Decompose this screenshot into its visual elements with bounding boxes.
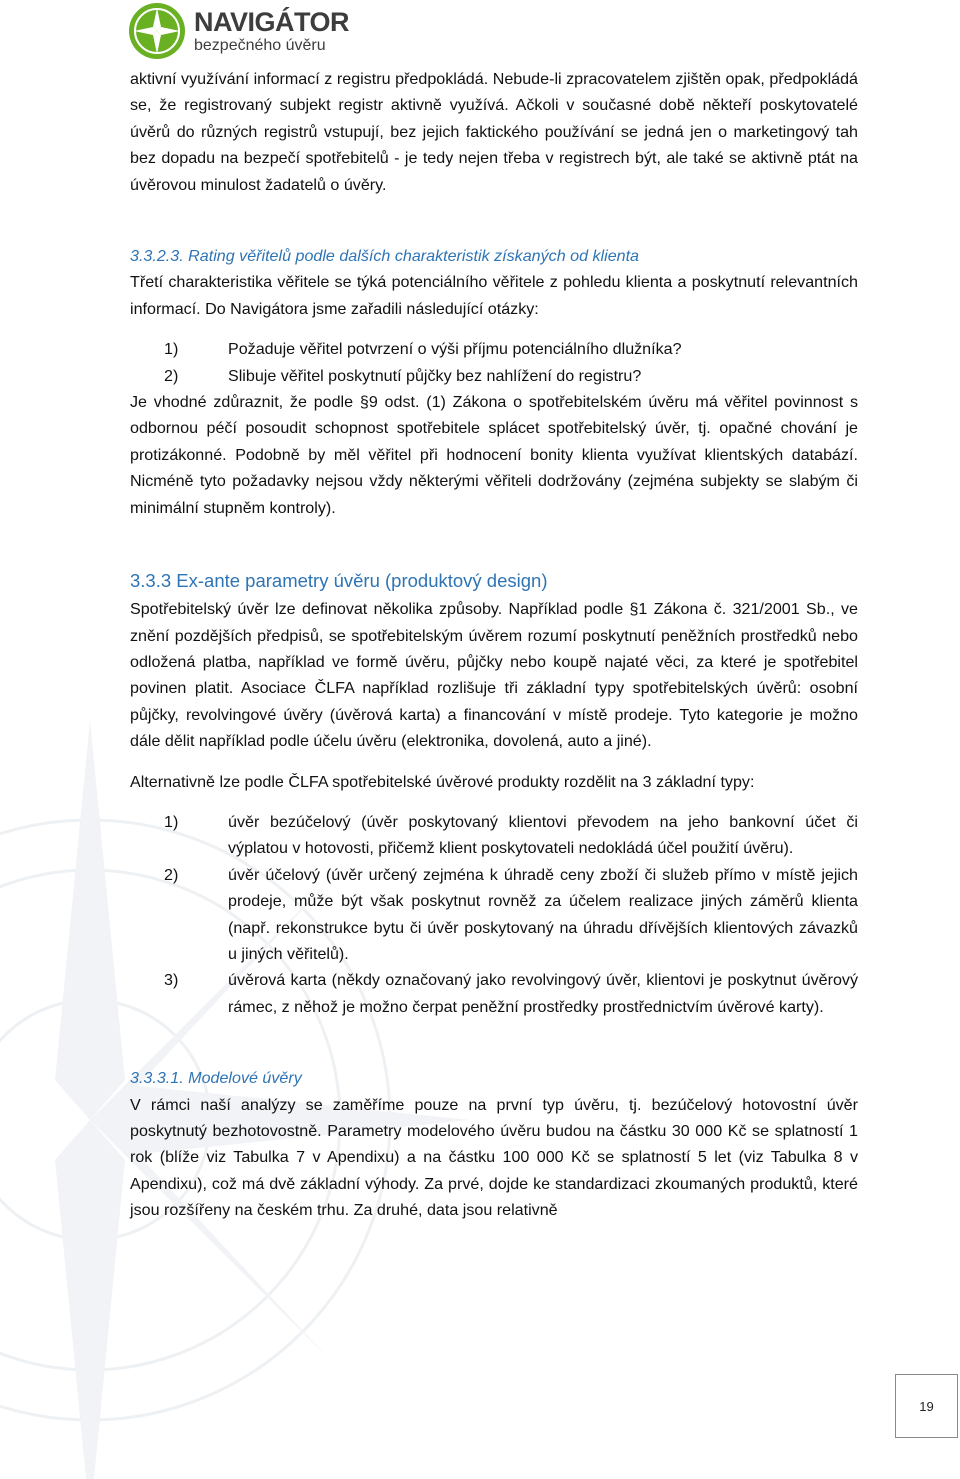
navigator-logo — [128, 0, 349, 62]
list-item — [130, 862, 858, 968]
list-item-text: úvěrová karta (někdy označovaný jako revolvingový úvěr, klientovi je poskytnut úvěrový rámec, z něhož je možno čerpat peněžní prostředky prostřednictvím úvěrové karty). — [228, 971, 858, 1016]
list-item-text: úvěr bezúčelový (úvěr poskytovaný klientovi převodem na jeho bankovní účet či výplatou v hotovosti, přičemž klient poskytovateli nedokládá účel použití úvěru). — [228, 812, 858, 858]
list-item-text: Požaduje věřitel potvrzení o výši příjmu potenciálního dlužníka? — [228, 340, 682, 359]
paragraph-registry-usage: aktivní využívání informací z registru předpokládá. Nebude-li zpracovatelem zjištěn opak, předpokládá se, že registrovaný subjekt registr aktivně využívá. Ačkoli v současné době někteří poskytovatelé úvěrů do různých registrů vstupují, bez jejich faktického používání se jedná jen o marketingový tah bez dopadu na bezpečí spotřebitelů - je tedy nejen třeba v registrech být, ale také se aktivně ptát na úvěrovou minulost žadatelů o úvěry. — [130, 70, 858, 194]
list-item-text: Slibuje věřitel poskytnutí půjčky bez nahlížení do registru? — [228, 366, 642, 385]
paragraph-legal-obligation: Je vhodné zdůraznit, že podle §9 odst. (1) Zákona o spotřebitelském úvěru má věřitel povinnost s odbornou péčí posoudit schopnost spotřebitele splácet spotřebitelský úvěr, tj. opačné chování je protizákonné. Podobně by měl věřitel při hodnocení bonity klienta využívat klientských databází. Nicméně tyto požadavky nejsou vždy některými věřiteli dodržovány (zejména subjekty se slabým či minimální stupněm kontroly). — [130, 393, 858, 517]
list-item — [130, 809, 858, 862]
logo-tagline: bezpečného úvěru — [194, 36, 326, 54]
list-item-number: 3) — [164, 971, 179, 990]
credit-types-list — [130, 809, 858, 1020]
list-item-number: 2) — [164, 865, 179, 884]
heading-3-3-3-1: 3.3.3.1. Modelové úvěry — [130, 1069, 302, 1088]
list-item — [130, 336, 858, 362]
list-item-number: 1) — [164, 340, 179, 359]
page-body — [130, 66, 858, 1224]
list-item — [130, 967, 858, 1020]
compass-logo-icon — [128, 2, 186, 60]
questions-list — [130, 336, 858, 389]
paragraph-model-loans: V rámci naší analýzy se zaměříme pouze na první typ úvěru, tj. bezúčelový hotovostní úvěr poskytnutý bezhotovostně. Parametry modelového úvěru budou na částku 30 000 Kč se splatností 1 rok (blíže viz Tabulka 7 v Apendixu) a na částku 100 000 Kč se splatností 5 let (viz Tabulka 8 v Apendixu), což má dvě základní výhody. Za prvé, dojde ke standardizaci zkoumaných produktů, které jsou rozšířeny na českém trhu. Za druhé, data jsou relativně — [130, 1095, 858, 1220]
logo-name: NAVIGÁTOR — [194, 6, 350, 37]
list-item — [130, 363, 858, 389]
list-item-text: úvěr účelový (úvěr určený zejména k úhradě ceny zboží či služeb přímo v místě jejich prodeje, může být však poskytnut rovněž za účelem realizace jiných záměrů klienta (např. rekonstrukce bytu či úvěr poskytovaný na úhradu dřívějších klientových závazků u jiných věřitelů). — [228, 865, 858, 963]
paragraph-clfa-types-intro: Alternativně lze podle ČLFA spotřebitelské úvěrové produkty rozdělit na 3 základní typy: — [130, 772, 755, 791]
list-item-number: 1) — [164, 812, 179, 831]
list-item-number: 2) — [164, 366, 179, 385]
paragraph-third-characteristic: Třetí charakteristika věřitele se týká potenciálního věřitele z pohledu klienta a poskytnutí relevantních informací. Do Navigátora jsme zařadili následující otázky: — [130, 273, 858, 318]
heading-3-3-3: 3.3.3 Ex-ante parametry úvěru (produktový design) — [130, 570, 548, 592]
paragraph-consumer-credit-definition: Spotřebitelský úvěr lze definovat několika způsoby. Například podle §1 Zákona č. 321/2001 Sb., ve znění pozdějších předpisů, se spotřebitelským úvěrem rozumí poskytnutí peněžních prostředků nebo odložená platba, například ve formě úvěru, půjčky nebo koupě najaté věci, za které je spotřebitel povinen platit. Asociace ČLFA například rozlišuje tři základní typy spotřebitelských úvěrů: osobní půjčky, revolvingové úvěry (úvěrová karta) a financování v místě prodeje. Tyto kategorie je možno dále dělit například podle účelu úvěru (elektronika, dovolená, auto a jiné). — [130, 600, 858, 751]
heading-3-3-2-3: 3.3.2.3. Rating věřitelů podle dalších charakteristik získaných od klienta — [130, 247, 640, 266]
page-number: 19 — [895, 1374, 958, 1438]
